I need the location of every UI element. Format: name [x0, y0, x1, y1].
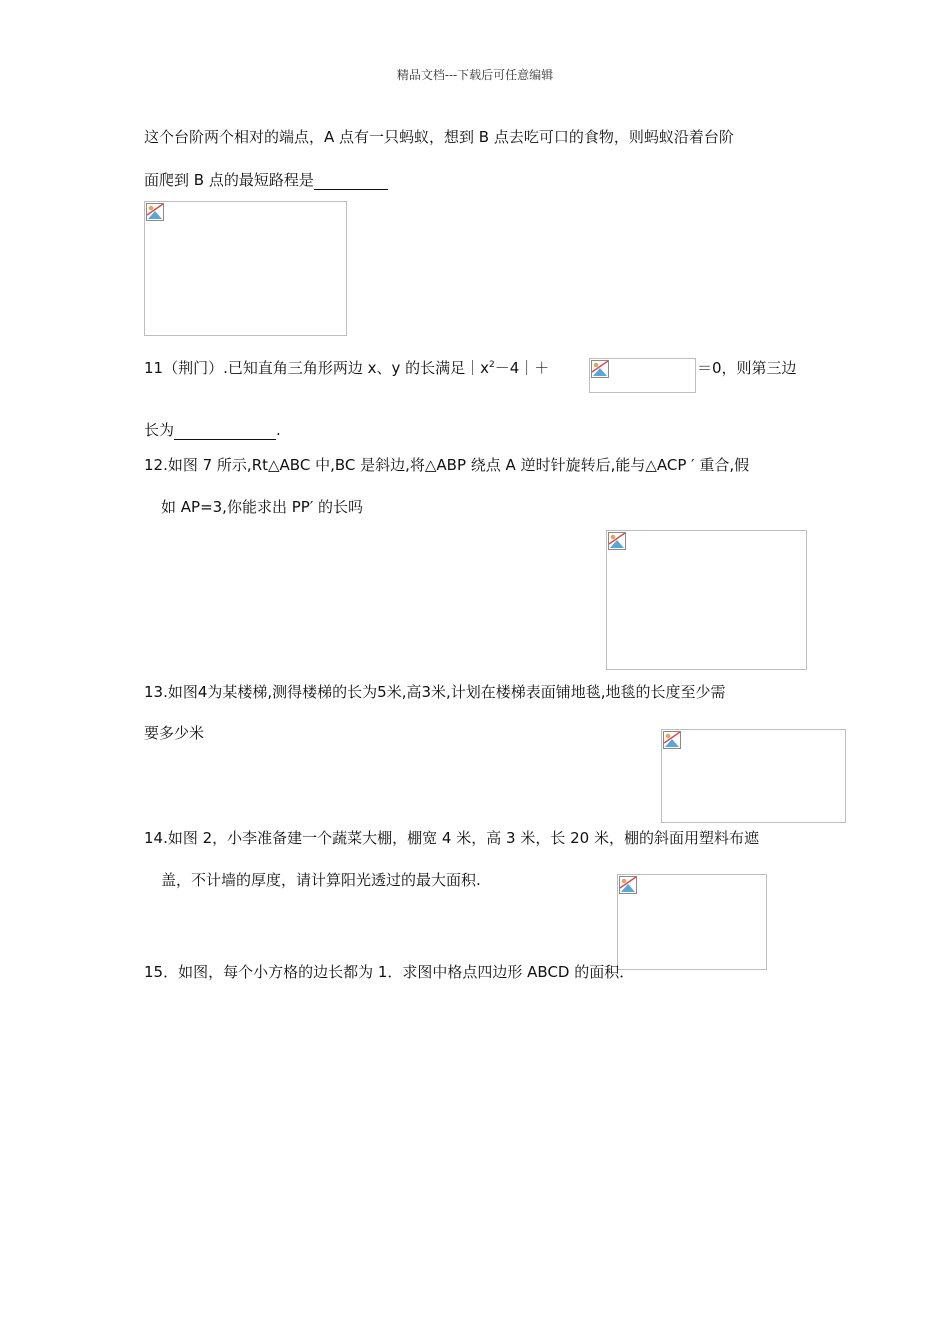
q14-line2: 盖，不计墙的厚度，请计算阳光透过的最大面积.: [161, 871, 481, 889]
q10-line1: 这个台阶两个相对的端点，A 点有一只蚂蚁，想到 B 点去吃可口的食物，则蚂蚁沿着台阶: [144, 128, 734, 146]
answer-blank: [174, 425, 276, 440]
q15-line1: 15．如图，每个小方格的边长都为 1．求图中格点四边形 ABCD 的面积．: [144, 963, 635, 981]
q13-figure-image: [661, 729, 846, 823]
q10-line2-text: 面爬到 B 点的最短路程是: [144, 171, 314, 189]
q10-figure-image: [144, 201, 347, 336]
q11-formula-image: [589, 358, 696, 393]
q11-prefix: 11（荆门）.已知直角三角形两边 x、y 的长满足｜x: [144, 359, 490, 377]
q11-mid: －4｜＋: [494, 359, 550, 377]
q11-suffix: ＝0，则第三边: [697, 359, 797, 377]
broken-image-icon: [619, 876, 637, 894]
page-header: 精品文档---下载后可任意编辑: [396, 68, 554, 82]
q13-line1: 13.如图4为某楼梯,测得楼梯的长为5米,高3米,计划在楼梯表面铺地毯,地毯的长度至少需: [144, 683, 726, 701]
q14-line1: 14.如图 2，小李准备建一个蔬菜大棚，棚宽 4 米，高 3 米，长 20 米，棚的斜面用塑料布遮: [144, 829, 759, 847]
broken-image-icon: [663, 731, 681, 749]
q11-line1: [144, 358, 549, 378]
q11-exponent: 2: [489, 360, 495, 370]
q11-line2: [144, 420, 281, 440]
answer-blank: [314, 175, 388, 190]
q11-line2-end: .: [276, 421, 281, 439]
q11-line2-label: 长为: [144, 421, 175, 439]
q14-figure-image: [617, 874, 767, 970]
q12-line2: 如 AP=3,你能求出 PP′ 的长吗: [161, 498, 363, 516]
broken-image-icon: [591, 360, 609, 378]
q12-figure-image: [606, 530, 807, 670]
broken-image-icon: [608, 532, 626, 550]
q13-line2: 要多少米: [144, 724, 205, 742]
q10-line2: [144, 170, 388, 190]
q12-line1: 12.如图 7 所示,Rt△ABC 中,BC 是斜边,将△ABP 绕点 A 逆时针旋转后,能与△ACP ′ 重合,假: [144, 456, 750, 474]
broken-image-icon: [146, 203, 164, 221]
